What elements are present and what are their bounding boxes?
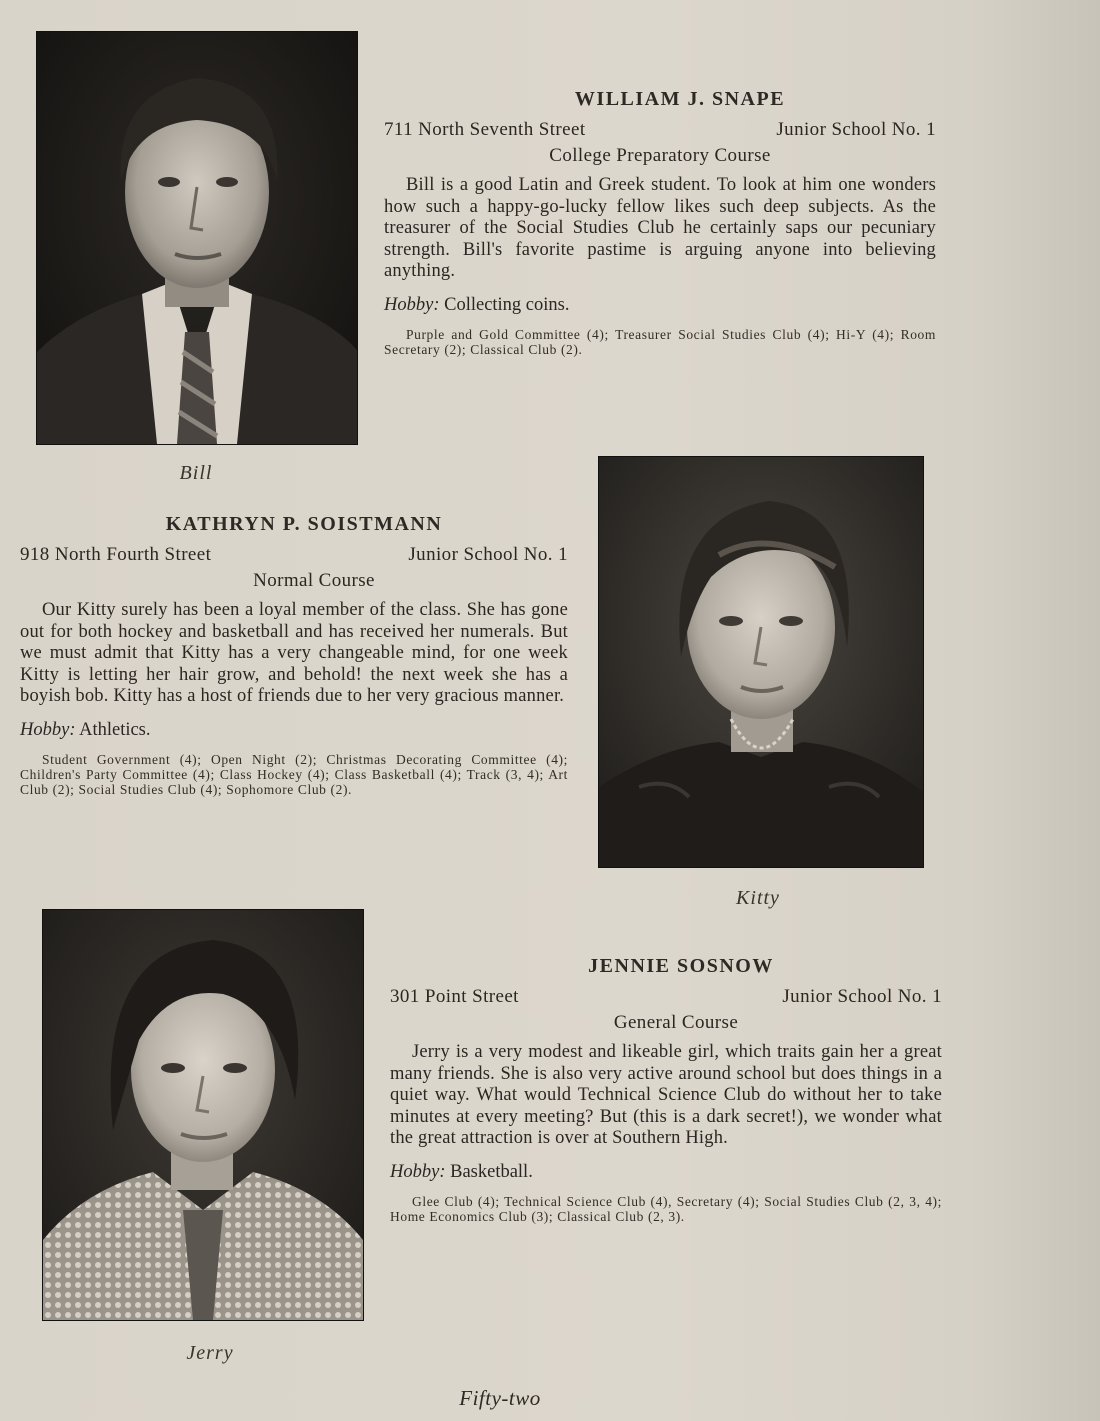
portrait-jerry-image <box>43 910 363 1320</box>
portrait-bill-image <box>37 32 357 444</box>
course-of-study: General Course <box>613 1012 739 1033</box>
student-entry-sosnow <box>390 952 942 1224</box>
hobby-value: Basketball. <box>450 1161 533 1182</box>
portrait-photo-jerry <box>42 909 364 1321</box>
address-school-row <box>390 984 942 1010</box>
hobby-line <box>390 1160 942 1184</box>
previous-school: Junior School No. 1 <box>776 119 936 140</box>
student-name: KATHRYN P. SOISTMANN <box>165 513 443 535</box>
photo-caption-jerry: Jerry <box>186 1342 234 1364</box>
hobby-label: Hobby: <box>384 294 440 315</box>
portrait-photo-bill <box>36 31 358 445</box>
student-name: JENNIE SOSNOW <box>588 955 774 977</box>
student-biography: Jerry is a very modest and likeable girl, which traits gain her a great many friends. She is also very active around school but does things in a quiet way. What would Technical Science Club do without her to take minutes at every meeting? But (this is a dark secret!), we wonder what the great attraction is over at Southern High. <box>390 1042 942 1149</box>
photo-caption-bill: Bill <box>179 462 213 484</box>
hobby-value: Athletics. <box>79 719 151 740</box>
activities-list: Glee Club (4); Technical Science Club (4), Secretary (4); Social Studies Club (2, 3, 4); Home Economics Club (3); Classical Club (2, 3). <box>390 1193 942 1224</box>
portrait-kitty-image <box>599 457 923 867</box>
hobby-label: Hobby: <box>390 1161 446 1182</box>
hobby-line <box>20 718 568 742</box>
activities-list: Purple and Gold Committee (4); Treasurer Social Studies Club (4); Hi-Y (4); Room Secretary (2); Classical Club (2). <box>384 326 936 357</box>
student-biography: Bill is a good Latin and Greek student. To look at him one wonders how such a happy-go-lucky fellow likes such deep subjects. As the treasurer of the Social Studies Club he certainly saps our pecuniary strength. Bill's favorite pastime is arguing anyone into believing anything. <box>384 175 936 282</box>
hobby-value: Collecting coins. <box>444 294 570 315</box>
student-entry-snape <box>384 85 936 357</box>
portrait-photo-kitty <box>598 456 924 868</box>
student-name: WILLIAM J. SNAPE <box>574 88 786 110</box>
course-of-study: Normal Course <box>253 570 375 591</box>
home-address: 918 North Fourth Street <box>20 544 212 565</box>
student-entry-soistmann <box>20 510 568 797</box>
page-number: Fifty-two <box>459 1386 541 1410</box>
photo-caption-kitty: Kitty <box>736 887 780 909</box>
address-school-row <box>20 542 568 568</box>
student-biography: Our Kitty surely has been a loyal member of the class. She has gone out for both hockey and basketball and has received her numerals. But we must admit that Kitty has a very changeable mind, for one week Kitty is letting her hair grow, and behold! the next week she has a boyish bob. Kitty has a host of friends due to her very gracious manner. <box>20 600 568 707</box>
hobby-label: Hobby: <box>20 719 76 740</box>
address-school-row <box>384 117 936 143</box>
activities-list: Student Government (4); Open Night (2); Christmas Decorating Committee (4); Children's Party Committee (4); Class Hockey (4); Class Basketball (4); Track (3, 4); Art Club (2); Social Studies Club (4); Sophomore Club (2). <box>20 751 568 797</box>
home-address: 301 Point Street <box>390 986 519 1007</box>
course-of-study: College Preparatory Course <box>549 145 771 166</box>
home-address: 711 North Seventh Street <box>384 119 586 140</box>
hobby-line <box>384 293 936 317</box>
previous-school: Junior School No. 1 <box>408 544 568 565</box>
previous-school: Junior School No. 1 <box>782 986 942 1007</box>
